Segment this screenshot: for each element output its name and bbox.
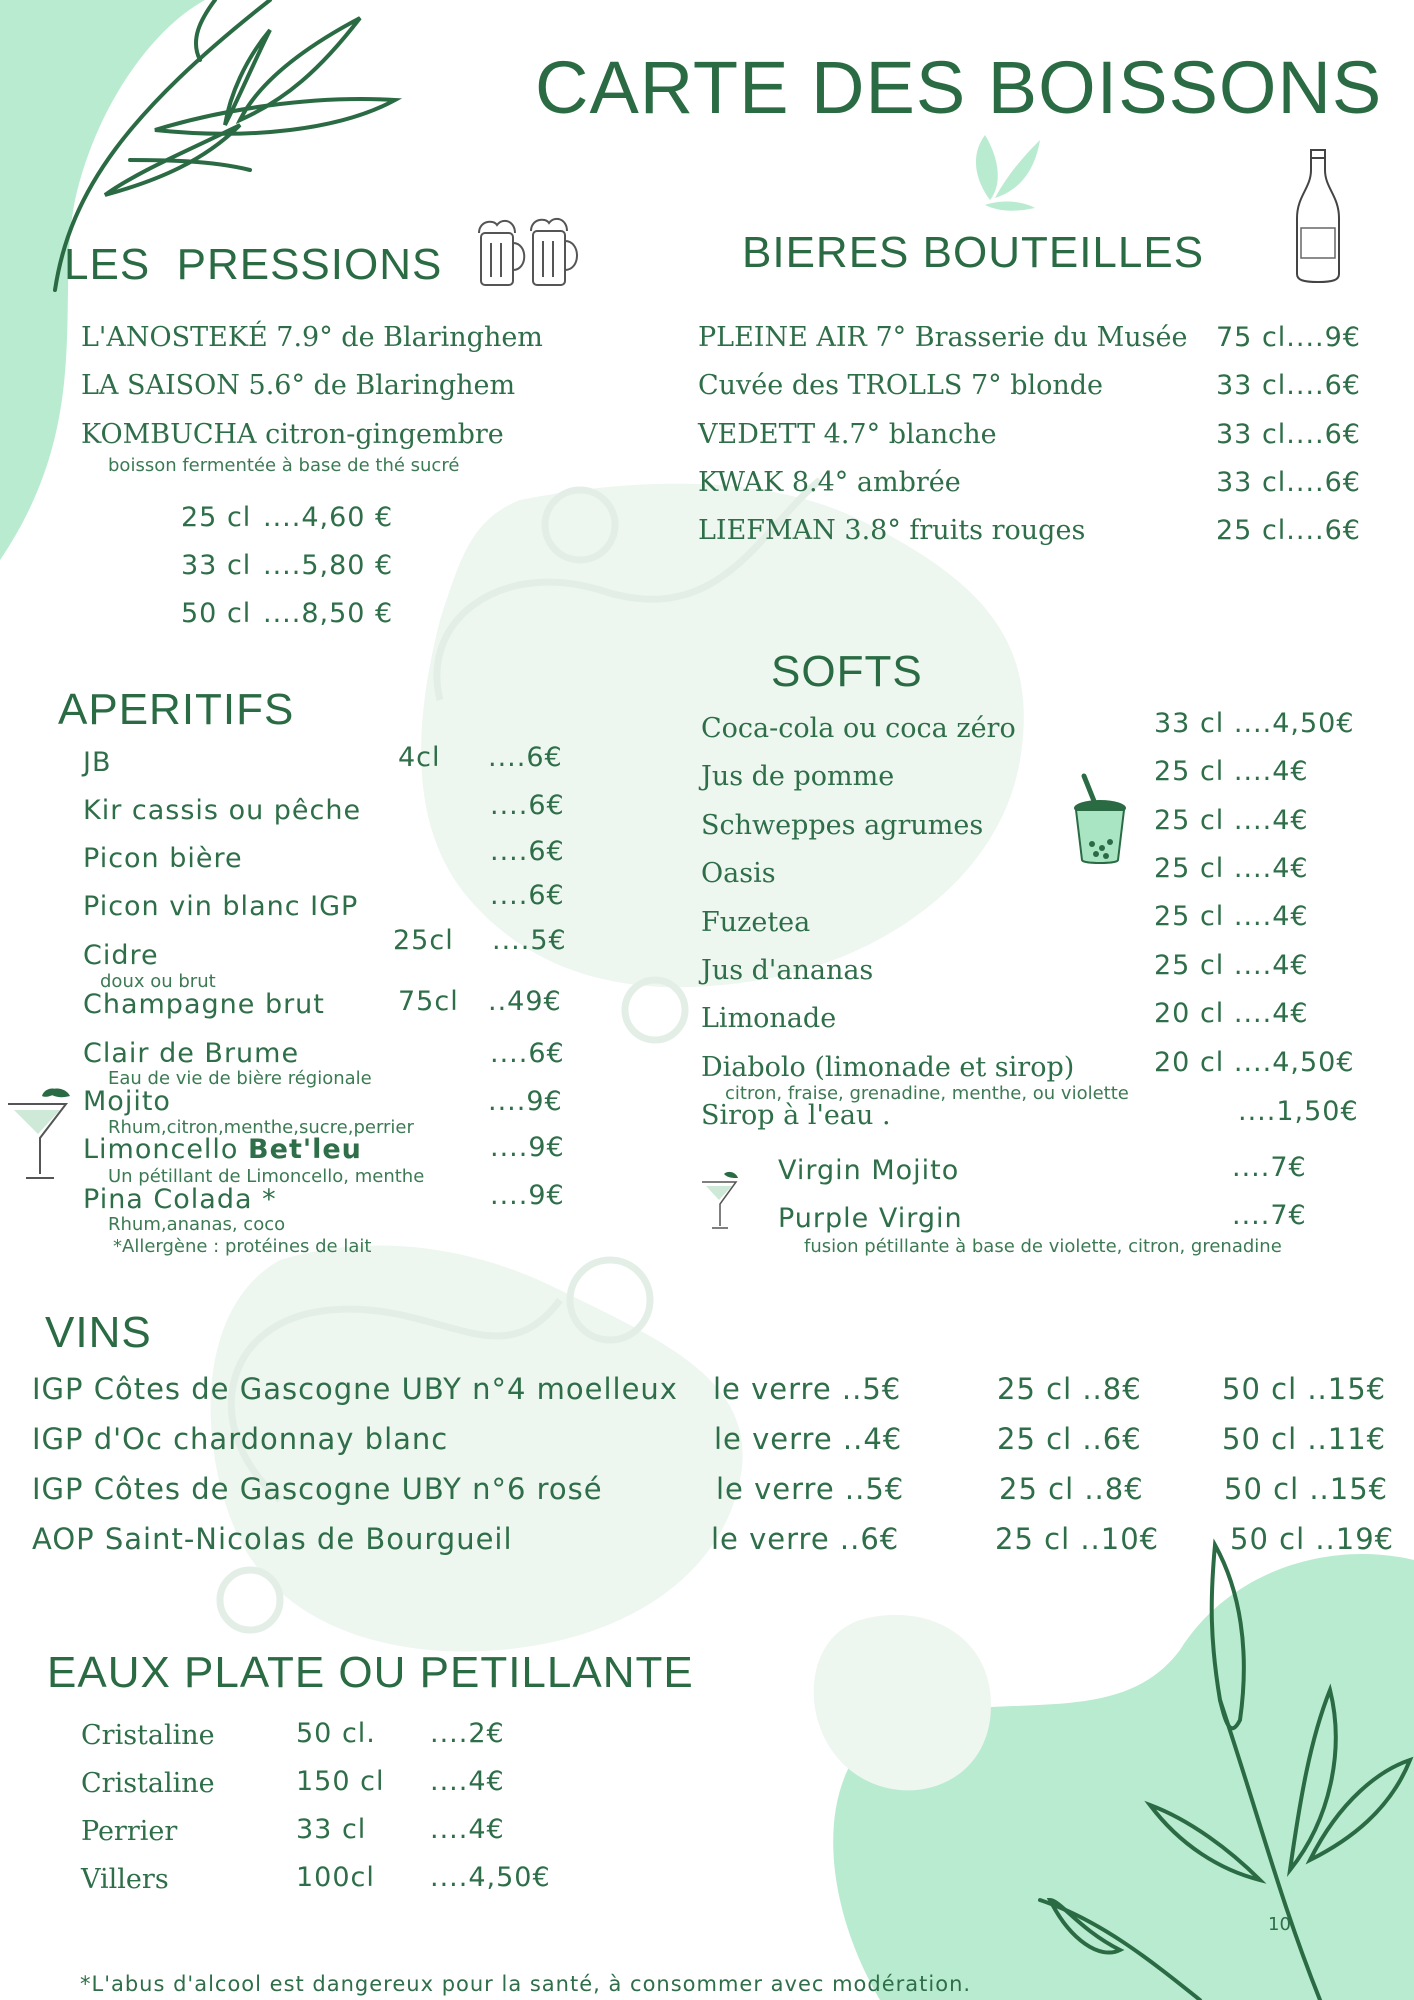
vin-bourgueil-25cl: 25 cl ..10€ — [995, 1522, 1160, 1556]
soft-coca: Coca-cola ou coca zéro — [701, 713, 1016, 744]
aperitif-jb: JB — [83, 747, 112, 778]
aperitif-limoncello-price: ....9€ — [490, 1132, 565, 1163]
bieres-item-liefman: LIEFMAN 3.8° fruits rouges — [698, 515, 1086, 546]
vin-chardonnay-50cl: 50 cl ..11€ — [1222, 1422, 1387, 1456]
beer-mugs-icon — [473, 215, 593, 295]
aperitif-kir: Kir cassis ou pêche — [83, 795, 362, 826]
eau-villers-price: ....4,50€ — [430, 1862, 551, 1893]
aperitif-cidre-desc: doux ou brut — [100, 971, 216, 992]
soft-schweppes: Schweppes agrumes — [701, 810, 984, 841]
vin-uby6: IGP Côtes de Gascogne UBY n°6 rosé — [32, 1472, 603, 1506]
eau-perrier-price: ....4€ — [430, 1814, 505, 1845]
soft-sirop-price: ....1,50€ — [1238, 1096, 1359, 1127]
soft-oasis: Oasis — [701, 858, 776, 889]
aperitif-cidre: Cidre — [83, 940, 159, 971]
bieres-heading: BIERES BOUTEILLES — [742, 228, 1205, 277]
bieres-item-trolls-price: 33 cl....6€ — [1216, 370, 1361, 401]
vin-uby6-25cl: 25 cl ..8€ — [999, 1472, 1144, 1506]
soft-jus-pomme-price: 25 cl ....4€ — [1154, 756, 1309, 787]
aperitif-cidre-price: ....5€ — [492, 925, 567, 956]
aperitif-champagne: Champagne brut — [83, 989, 325, 1020]
vin-chardonnay-25cl: 25 cl ..6€ — [997, 1422, 1142, 1456]
vin-uby6-glass: le verre ..5€ — [716, 1472, 905, 1506]
aperitif-limoncello-desc: Un pétillant de Limoncello, menthe — [108, 1166, 425, 1187]
vin-uby4: IGP Côtes de Gascogne UBY n°4 moelleux — [32, 1372, 678, 1406]
aperitif-champagne-price: ..49€ — [488, 986, 562, 1017]
vin-chardonnay: IGP d'Oc chardonnay blanc — [32, 1422, 449, 1456]
pressions-item-anosteke: L'ANOSTEKÉ 7.9° de Blaringhem — [81, 322, 543, 353]
vin-bourgueil-glass: le verre ..6€ — [711, 1522, 900, 1556]
soft-schweppes-price: 25 cl ....4€ — [1154, 805, 1309, 836]
aperitif-kir-price: ....6€ — [490, 790, 565, 821]
eau-villers: Villers — [81, 1864, 169, 1895]
pressions-heading: LES PRESSIONS — [64, 240, 443, 289]
aperitif-clair-de-brume: Clair de Brume — [83, 1038, 300, 1069]
eau-cristaline-150: Cristaline — [81, 1768, 215, 1799]
eau-cristaline-150-price: ....4€ — [430, 1766, 505, 1797]
eau-perrier-size: 33 cl — [296, 1814, 367, 1845]
eau-cristaline-50: Cristaline — [81, 1720, 215, 1751]
aperitif-pina-colada-desc: Rhum,ananas, coco — [108, 1214, 286, 1235]
aperitif-clair-de-brume-desc: Eau de vie de bière régionale — [108, 1068, 372, 1089]
aperitif-limoncello-name: Limoncello — [83, 1134, 249, 1165]
soft-diabolo-desc: citron, fraise, grenadine, menthe, ou violette — [725, 1083, 1129, 1104]
aperitif-picon-vin-price: ....6€ — [490, 880, 565, 911]
aperitif-mojito-price: ....9€ — [488, 1086, 563, 1117]
pressions-size-25: 25 cl — [181, 502, 252, 533]
leaf-small-center — [976, 135, 1040, 211]
aperitif-jb-size: 4cl — [398, 742, 441, 773]
pressions-size-33: 33 cl — [181, 550, 252, 581]
aperitif-pina-colada: Pina Colada * — [83, 1184, 277, 1215]
eau-cristaline-50-price: ....2€ — [430, 1718, 505, 1749]
aperitif-picon-biere: Picon bière — [83, 843, 243, 874]
aperitif-cidre-size: 25cl — [393, 925, 454, 956]
soft-jus-pomme: Jus de pomme — [701, 761, 895, 792]
aperitif-allergen-note: *Allergène : protéines de lait — [113, 1236, 372, 1257]
soft-limonade: Limonade — [701, 1003, 837, 1034]
aperitifs-heading: APERITIFS — [58, 685, 295, 734]
bieres-item-pleine-air-price: 75 cl....9€ — [1216, 322, 1361, 353]
beer-bottle-icon — [1293, 148, 1343, 283]
purple-virgin: Purple Virgin — [778, 1203, 963, 1234]
eau-villers-size: 100cl — [296, 1862, 375, 1893]
aperitif-clair-de-brume-price: ....6€ — [490, 1038, 565, 1069]
vin-uby6-50cl: 50 cl ..15€ — [1224, 1472, 1389, 1506]
page-number: 10 — [1268, 1914, 1291, 1935]
soft-diabolo: Diabolo (limonade et sirop) — [701, 1052, 1075, 1083]
aperitif-limoncello-brand: Bet'leu — [248, 1134, 362, 1165]
bieres-item-kwak-price: 33 cl....6€ — [1216, 467, 1361, 498]
eau-perrier: Perrier — [81, 1816, 178, 1847]
vins-heading: VINS — [45, 1308, 152, 1357]
aperitif-limoncello — [83, 1134, 362, 1165]
soft-limonade-price: 20 cl ....4€ — [1154, 998, 1309, 1029]
page-title: CARTE DES BOISSONS — [535, 46, 1383, 129]
bieres-item-pleine-air: PLEINE AIR 7° Brasserie du Musée — [698, 322, 1188, 353]
virgin-mojito: Virgin Mojito — [778, 1155, 960, 1186]
pressions-price-33: ....5,80 € — [263, 550, 394, 581]
eaux-heading: EAUX PLATE OU PETILLANTE — [47, 1648, 694, 1697]
aperitif-jb-price: ....6€ — [488, 742, 563, 773]
soft-jus-ananas-price: 25 cl ....4€ — [1154, 950, 1309, 981]
virgin-mojito-price: ....7€ — [1232, 1152, 1307, 1183]
bieres-item-kwak: KWAK 8.4° ambrée — [698, 467, 961, 498]
vin-chardonnay-glass: le verre ..4€ — [714, 1422, 903, 1456]
bieres-item-trolls: Cuvée des TROLLS 7° blonde — [698, 370, 1104, 401]
soft-diabolo-price: 20 cl ....4,50€ — [1154, 1047, 1355, 1078]
vin-uby4-25cl: 25 cl ..8€ — [997, 1372, 1142, 1406]
soft-fuzetea: Fuzetea — [701, 907, 811, 938]
aperitif-mojito: Mojito — [83, 1086, 171, 1117]
eau-cristaline-50-size: 50 cl. — [296, 1718, 376, 1749]
aperitif-picon-biere-price: ....6€ — [490, 836, 565, 867]
soft-jus-ananas: Jus d'ananas — [701, 955, 874, 986]
softs-heading: SOFTS — [771, 647, 923, 696]
soft-fuzetea-price: 25 cl ....4€ — [1154, 901, 1309, 932]
bieres-item-vedett-price: 33 cl....6€ — [1216, 419, 1361, 450]
cocktail-glass-icon — [4, 1086, 74, 1186]
soft-oasis-price: 25 cl ....4€ — [1154, 853, 1309, 884]
pressions-item-saison: LA SAISON 5.6° de Blaringhem — [81, 370, 516, 401]
vin-bourgueil: AOP Saint-Nicolas de Bourgueil — [32, 1522, 513, 1556]
vin-bourgueil-50cl: 50 cl ..19€ — [1230, 1522, 1395, 1556]
pressions-size-50: 50 cl — [181, 598, 252, 629]
aperitif-champagne-size: 75cl — [398, 986, 459, 1017]
pressions-price-25: ....4,60 € — [263, 502, 394, 533]
virgin-cocktail-icon — [698, 1170, 740, 1232]
bubble-tea-icon — [1070, 772, 1130, 867]
pressions-price-50: ....8,50 € — [263, 598, 394, 629]
pressions-item-kombucha-desc: boisson fermentée à base de thé sucré — [108, 455, 460, 476]
bieres-item-liefman-price: 25 cl....6€ — [1216, 515, 1361, 546]
purple-virgin-desc: fusion pétillante à base de violette, citron, grenadine — [804, 1236, 1282, 1257]
pressions-item-kombucha: KOMBUCHA citron-gingembre — [81, 419, 504, 450]
eau-cristaline-150-size: 150 cl — [296, 1766, 385, 1797]
soft-sirop: Sirop à l'eau . — [701, 1100, 891, 1131]
aperitif-mojito-desc: Rhum,citron,menthe,sucre,perrier — [108, 1117, 414, 1138]
aperitif-picon-vin: Picon vin blanc IGP — [83, 891, 359, 922]
vin-uby4-glass: le verre ..5€ — [713, 1372, 902, 1406]
footer-disclaimer: *L'abus d'alcool est dangereux pour la santé, à consommer avec modération. — [80, 1972, 972, 1996]
purple-virgin-price: ....7€ — [1232, 1200, 1307, 1231]
aperitif-pina-colada-price: ....9€ — [490, 1180, 565, 1211]
soft-coca-price: 33 cl ....4,50€ — [1154, 708, 1355, 739]
bieres-item-vedett: VEDETT 4.7° blanche — [698, 419, 997, 450]
vin-uby4-50cl: 50 cl ..15€ — [1222, 1372, 1387, 1406]
